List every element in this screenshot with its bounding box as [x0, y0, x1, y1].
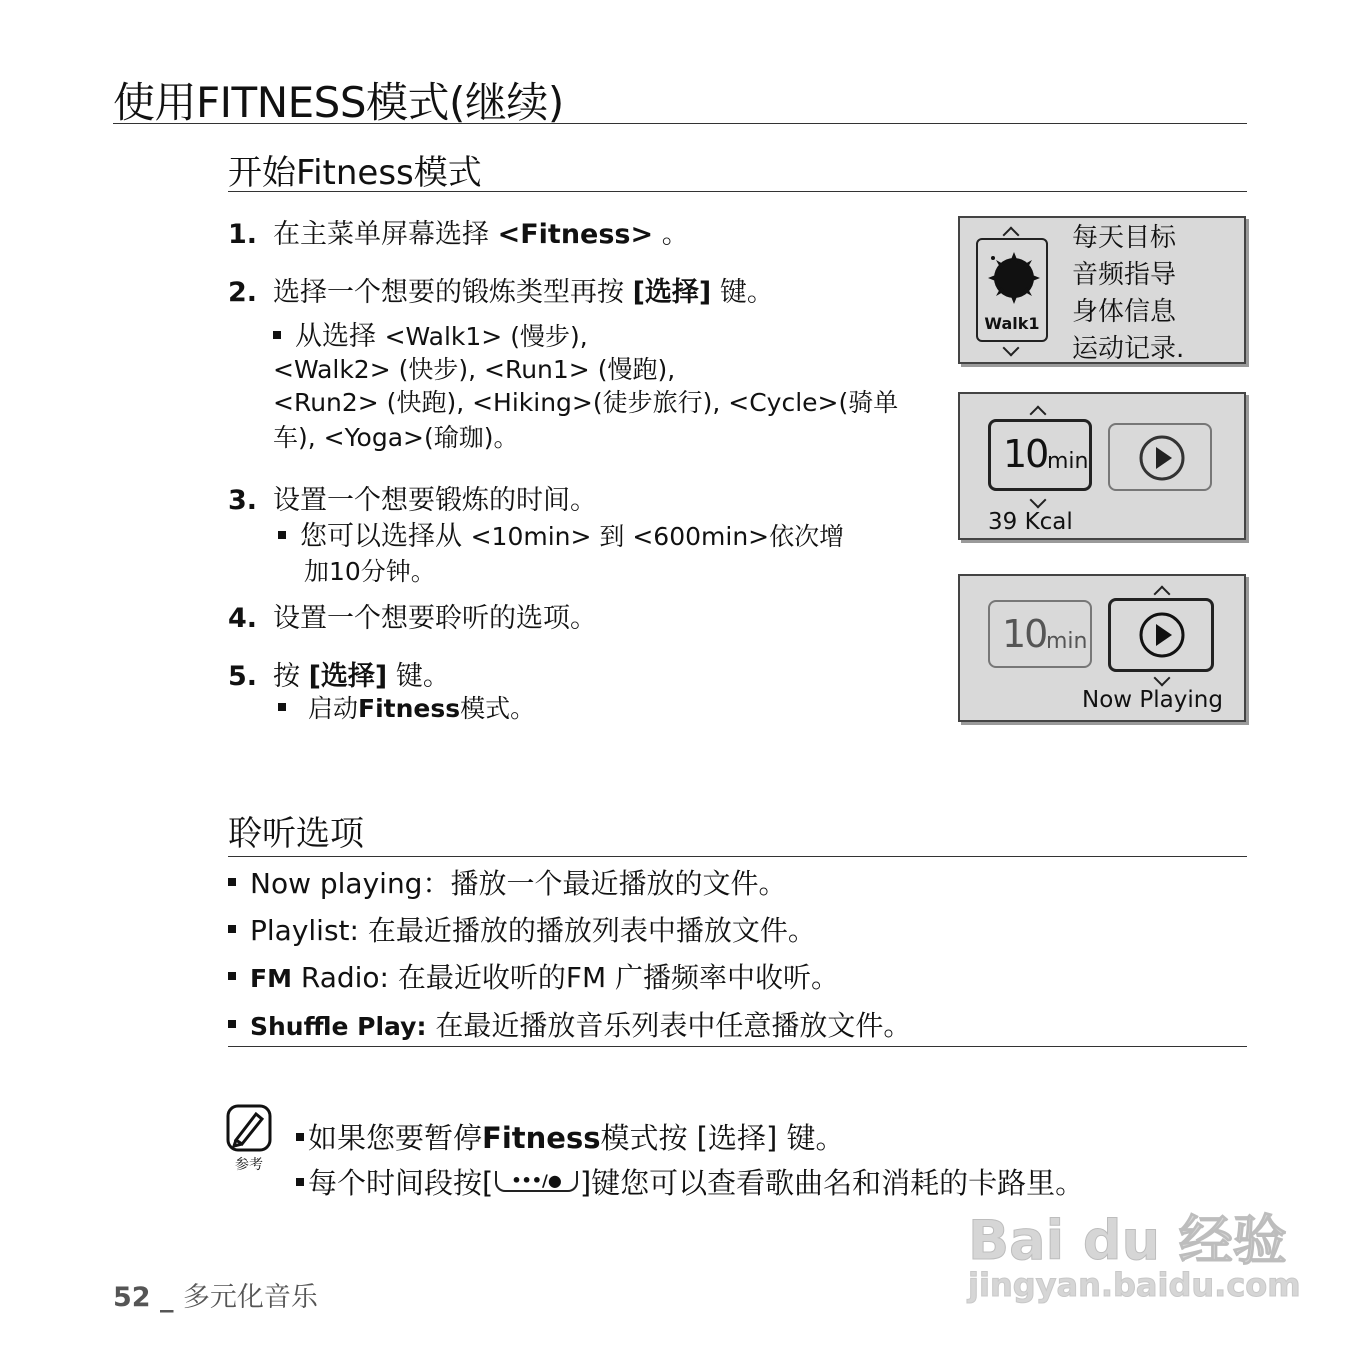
menu-item[interactable]: 身体信息 [1072, 297, 1177, 327]
option-desc: 在最近收听的FM 广播频率中收听。 [397, 961, 840, 994]
page-footer [113, 1275, 318, 1314]
note-text: 如果您要暂停 [308, 1121, 483, 1155]
option-label-bold: Shuffle Play: [250, 1012, 427, 1041]
device-panel-play [958, 574, 1246, 722]
time-unit: min [1046, 629, 1088, 654]
step-text: 在主菜单屏幕选择 [273, 219, 498, 250]
listen-option [228, 909, 816, 949]
bullet-square [278, 531, 286, 539]
option-desc: 播放一个最近播放的文件。 [450, 867, 787, 900]
step-text: 按 [273, 661, 309, 692]
note-icon [226, 1104, 272, 1174]
bullet-square [296, 1133, 304, 1141]
step-text: 键。 [711, 277, 774, 308]
listen-option [228, 1004, 911, 1044]
step-5-sub [278, 692, 535, 725]
step-number: 3. [228, 485, 258, 516]
sub-text: <600min> [632, 522, 770, 551]
note-line-1 [296, 1116, 845, 1157]
step-text: 键。 [387, 661, 450, 692]
time-selector[interactable] [988, 600, 1092, 668]
step-3-sub [278, 520, 898, 588]
walk-figure-icon [980, 244, 1044, 314]
section-rule-start [228, 191, 1247, 192]
workout-card [976, 238, 1048, 342]
step-text: 设置一个想要聆听的选项。 [273, 603, 597, 634]
now-playing-label: Now Playing [1082, 687, 1223, 713]
title-rule [113, 123, 1247, 124]
step-text: 选择一个想要的锻炼类型再按 [273, 277, 633, 308]
time-unit: min [1047, 449, 1089, 474]
workout-label: Walk1 [984, 314, 1040, 333]
step-3 [228, 478, 597, 517]
time-value: 10 [1002, 612, 1047, 656]
key-button-icon: •••/● [495, 1171, 577, 1192]
step-2-sub [273, 320, 913, 454]
sub-text: 从选择 [295, 321, 385, 352]
option-label-bold: FM [250, 964, 292, 993]
sub-text: 到 [591, 522, 633, 551]
section-rule-listen-end [228, 1046, 1247, 1047]
note-text-bold: Fitness [482, 1121, 601, 1155]
step-1 [228, 212, 689, 251]
listen-option [228, 956, 839, 996]
chapter-name: 多元化音乐 [182, 1282, 318, 1313]
menu-item[interactable]: 运动记录. [1072, 334, 1185, 364]
sub-text: <10min> [470, 522, 592, 551]
option-sep [359, 914, 368, 947]
footer-sep: _ [150, 1282, 183, 1313]
fitness-menu-list [1072, 220, 1184, 368]
step-2 [228, 270, 774, 309]
note-text: 每个时间段按[ [308, 1166, 494, 1200]
chevron-down-icon [1154, 670, 1171, 687]
bullet-square [228, 925, 236, 933]
play-icon [1137, 610, 1187, 660]
section-title-listen: 聆听选项 [228, 814, 364, 854]
menu-item[interactable]: 音频指导 [1072, 260, 1177, 290]
device-panel-menu [958, 216, 1246, 364]
chevron-down-icon [1003, 340, 1020, 357]
play-icon [1137, 433, 1187, 483]
bullet-square [273, 331, 281, 339]
watermark-logo: Bai du 经验 [968, 1209, 1287, 1272]
step-text-bold: [选择] [632, 277, 712, 308]
option-desc: 在最近播放的播放列表中播放文件。 [367, 914, 816, 947]
sub-text: 您可以选择从 [300, 521, 471, 552]
menu-item[interactable]: 每天目标 [1072, 223, 1177, 253]
note-text: 模式按 [选择] 键。 [600, 1121, 845, 1155]
note-caption: 参考 [235, 1157, 263, 1173]
note-line-2 [296, 1161, 1084, 1202]
sub-text-bold: Fitness [358, 694, 461, 723]
section-title-start: 开始Fitness模式 [228, 153, 482, 193]
chevron-down-icon [1030, 492, 1047, 509]
bullet-square [296, 1178, 304, 1186]
sub-text: 依次增 [769, 522, 845, 551]
option-label: Now playing [250, 867, 423, 900]
option-label: Radio: [291, 961, 389, 994]
section-rule-listen [228, 856, 1247, 857]
time-value: 10 [1003, 432, 1048, 476]
sub-text: 加10分钟。 [304, 557, 436, 586]
bullet-square [228, 972, 236, 980]
option-sep: ： [422, 867, 451, 900]
time-selector[interactable] [988, 419, 1092, 491]
step-text-bold: <Fitness> [497, 219, 654, 250]
step-number: 5. [228, 661, 258, 692]
watermark-url: jingyan.baidu.com [968, 1266, 1301, 1304]
sub-text: 车), <Yoga>(瑜珈)。 [273, 423, 519, 452]
option-sep [389, 961, 398, 994]
step-text-bold: [选择] [308, 661, 388, 692]
page-number: 52 [113, 1282, 151, 1313]
step-5 [228, 654, 450, 693]
sub-text: <Run2> (快跑), <Hiking>(徒步旅行), <Cycle>(骑单 [273, 388, 899, 417]
listen-option [228, 862, 787, 902]
kcal-value: 39 Kcal [988, 509, 1073, 535]
step-text: 设置一个想要锻炼的时间。 [273, 485, 597, 516]
play-option-button[interactable] [1108, 598, 1214, 672]
sub-text: 模式。 [460, 694, 536, 723]
note-text: ]键您可以查看歌曲名和消耗的卡路里。 [579, 1166, 1085, 1200]
step-number: 4. [228, 603, 258, 634]
option-desc: 在最近播放音乐列表中任意播放文件。 [435, 1009, 912, 1042]
pencil-note-icon [226, 1104, 272, 1152]
device-panel-time [958, 392, 1246, 540]
step-4 [228, 596, 597, 635]
step-number: 1. [228, 219, 258, 250]
step-text: 。 [653, 219, 689, 250]
sub-text: <Walk1> (慢步), [384, 322, 588, 351]
sub-text: <Walk2> (快步), <Run1> (慢跑), [273, 355, 676, 384]
bullet-square [228, 878, 236, 886]
bullet-square [228, 1020, 236, 1028]
bullet-square [278, 703, 286, 711]
sub-text: 启动 [308, 694, 359, 723]
option-label: Playlist: [250, 914, 359, 947]
step-number: 2. [228, 277, 258, 308]
play-option-button[interactable] [1108, 423, 1212, 491]
page-title: 使用FITNESS模式(继续) [113, 78, 564, 127]
